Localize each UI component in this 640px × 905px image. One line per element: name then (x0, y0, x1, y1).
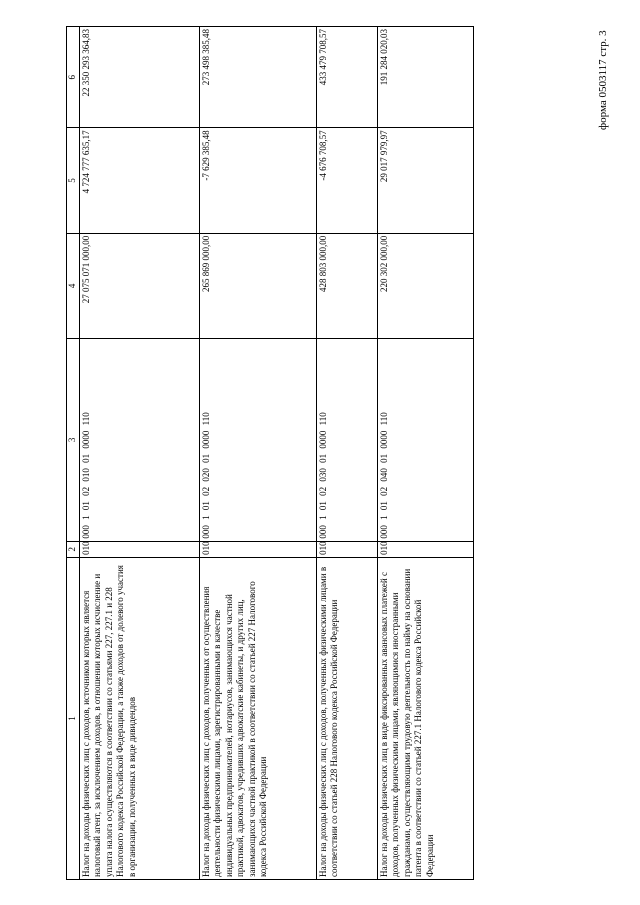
approved-amount-cell: 220 302 000,00 (377, 233, 473, 338)
income-name-cell: Налог на доходы физических лиц с доходов, полученных от осуществления деятельности физическими лицами, зарегистрированными в качестве индивидуальных предпринимателей, нотариусов, занимающихся частной практикой, адвокатов, учредивших адвокатские кабинеты, и других лиц, занимающихся частной практикой в соответствии со статьей 227 Налогового кодекса Российской Федерации (199, 557, 316, 879)
budget-classification-code-cell: 000 1 01 02 010 01 0000 110 (79, 339, 199, 542)
income-name-cell: Налог на доходы физических лиц в виде фиксированных авансовых платежей с доходов, полученных физическими лицами, являющимися иностранными гражданами, осуществляющими трудовую деятельность по найму на основании патента в соответствии со статьей 227.1 Налогового кодекса Российской Федерации (377, 557, 473, 879)
column-number: 4 (67, 233, 80, 338)
unexecuted-amount-cell: 273 498 385,48 (199, 27, 316, 128)
column-number: 1 (67, 557, 80, 879)
table-row (377, 27, 473, 880)
unexecuted-amount-cell: 22 350 293 364,83 (79, 27, 199, 128)
table-row (79, 27, 199, 880)
approved-amount-cell: 428 803 000,00 (316, 233, 377, 338)
budget-classification-code-cell: 000 1 01 02 030 01 0000 110 (316, 339, 377, 542)
line-code-cell: 010 (377, 541, 473, 557)
column-number: 5 (67, 128, 80, 233)
column-number: 2 (67, 541, 80, 557)
approved-amount-cell: 265 869 000,00 (199, 233, 316, 338)
column-number: 3 (67, 339, 80, 542)
line-code-cell: 010 (316, 541, 377, 557)
line-code-cell: 010 (199, 541, 316, 557)
executed-amount-cell: 4 724 777 635,17 (79, 128, 199, 233)
line-code-cell: 010 (79, 541, 199, 557)
unexecuted-amount-cell: 433 479 708,57 (316, 27, 377, 128)
income-report-table (66, 26, 474, 880)
column-number-row (67, 27, 80, 880)
executed-amount-cell: -7 629 385,48 (199, 128, 316, 233)
form-number-label: форма 0503117 стр. 3 (597, 30, 609, 130)
budget-classification-code-cell: 000 1 01 02 040 01 0000 110 (377, 339, 473, 542)
table-row (316, 27, 377, 880)
executed-amount-cell: -4 676 708,57 (316, 128, 377, 233)
income-name-cell: Налог на доходы физических лиц с доходов, источником которых является налоговый агент, за исключением доходов, в отношении которых исчисление и уплата налога осуществляются в соответствии со статьями 227, 227.1 и 228 Налогового кодекса Российской Федерации, а также доходов от долевого участия в организации, полученных в виде дивидендов (79, 557, 199, 879)
table-row (199, 27, 316, 880)
approved-amount-cell: 27 075 071 000,00 (79, 233, 199, 338)
unexecuted-amount-cell: 191 284 020,03 (377, 27, 473, 128)
income-name-cell: Налог на доходы физических лиц с доходов, полученных физическими лицами в соответствии со статьей 228 Налогового кодекса Российской Федерации (316, 557, 377, 879)
column-number: 6 (67, 27, 80, 128)
budget-classification-code-cell: 000 1 01 02 020 01 0000 110 (199, 339, 316, 542)
executed-amount-cell: 29 017 979,97 (377, 128, 473, 233)
